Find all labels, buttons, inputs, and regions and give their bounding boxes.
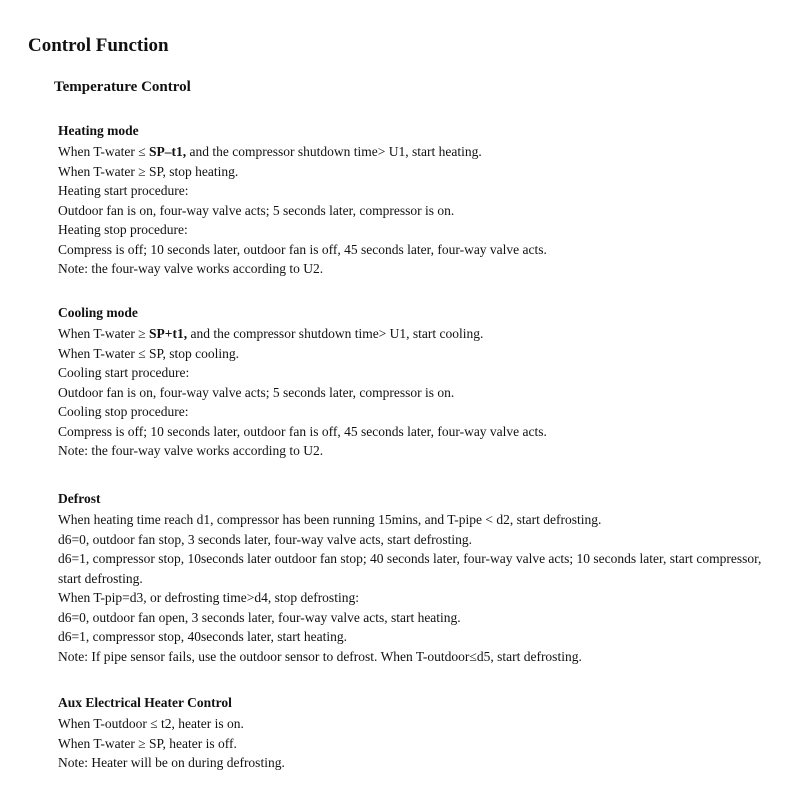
text-line: d6=0, outdoor fan stop, 3 seconds later, four-way valve acts, start defrosting. xyxy=(58,531,472,547)
cooling-mode-heading: Cooling mode xyxy=(58,305,138,320)
text-line: When heating time reach d1, compressor has been running 15mins, and T-pipe < d2, start defrosting. xyxy=(58,512,602,527)
section-title-temperature-control: Temperature Control xyxy=(54,79,191,95)
text-line: Outdoor fan is on, four-way valve acts; 5 seconds later, compressor is on. xyxy=(58,202,455,218)
text-line: When T-water ≤ SP, stop cooling. xyxy=(58,345,240,361)
aux-heater-section xyxy=(58,694,778,773)
cooling-mode-section xyxy=(58,304,778,461)
text-line: When T-pip=d3, or defrosting time>d4, stop defrosting: xyxy=(58,590,359,605)
text-line: Note: the four-way valve works according to U2. xyxy=(58,443,324,458)
text-line: When T-outdoor ≤ t2, heater is on. xyxy=(58,716,244,731)
text-line: Cooling stop procedure: xyxy=(58,404,189,419)
setpoint-expression: SP+t1, xyxy=(149,326,188,341)
text-line: Compress is off; 10 seconds later, outdoor fan is off, 45 seconds later, four-way valve acts. xyxy=(58,423,547,439)
text-line: Heating stop procedure: xyxy=(58,222,188,237)
text-line: d6=1, compressor stop, 10seconds later outdoor fan stop; 40 seconds later, four-way valve acts; 10 seconds later, start compressor, start defrosting. xyxy=(58,551,762,586)
heating-mode-section xyxy=(58,122,778,279)
text-line: Compress is off; 10 seconds later, outdoor fan is off, 45 seconds later, four-way valve acts. xyxy=(58,241,547,257)
text-line: Outdoor fan is on, four-way valve acts; 5 seconds later, compressor is on. xyxy=(58,384,455,400)
text-line: Note: If pipe sensor fails, use the outdoor sensor to defrost. When T-outdoor≤d5, start defrosting. xyxy=(58,648,582,664)
text-line: Note: the four-way valve works according to U2. xyxy=(58,261,324,276)
setpoint-expression: SP–t1, xyxy=(149,144,187,159)
text-line: d6=0, outdoor fan open, 3 seconds later, four-way valve acts, start heating. xyxy=(58,609,461,625)
text-line: When T-water ≥ SP, stop heating. xyxy=(58,163,239,179)
text-line: Note: Heater will be on during defrosting. xyxy=(58,755,285,770)
aux-heater-heading: Aux Electrical Heater Control xyxy=(58,695,232,710)
defrost-heading: Defrost xyxy=(58,491,101,506)
text-line: When T-water ≥ SP, heater is off. xyxy=(58,735,237,751)
defrost-section xyxy=(58,490,778,666)
text-fragment: When T-water ≤ xyxy=(58,144,150,159)
text-fragment: When T-water ≥ xyxy=(58,326,150,341)
heating-mode-heading: Heating mode xyxy=(58,123,139,138)
text-line: Cooling start procedure: xyxy=(58,365,190,380)
text-fragment: and the compressor shutdown time> U1, start cooling. xyxy=(187,326,484,341)
page-title: Control Function xyxy=(28,35,169,56)
text-line: Heating start procedure: xyxy=(58,183,189,198)
heating-start-condition xyxy=(58,142,778,162)
cooling-start-condition xyxy=(58,324,778,344)
text-fragment: and the compressor shutdown time> U1, start heating. xyxy=(186,144,482,159)
text-line: d6=1, compressor stop, 40seconds later, start heating. xyxy=(58,629,348,644)
